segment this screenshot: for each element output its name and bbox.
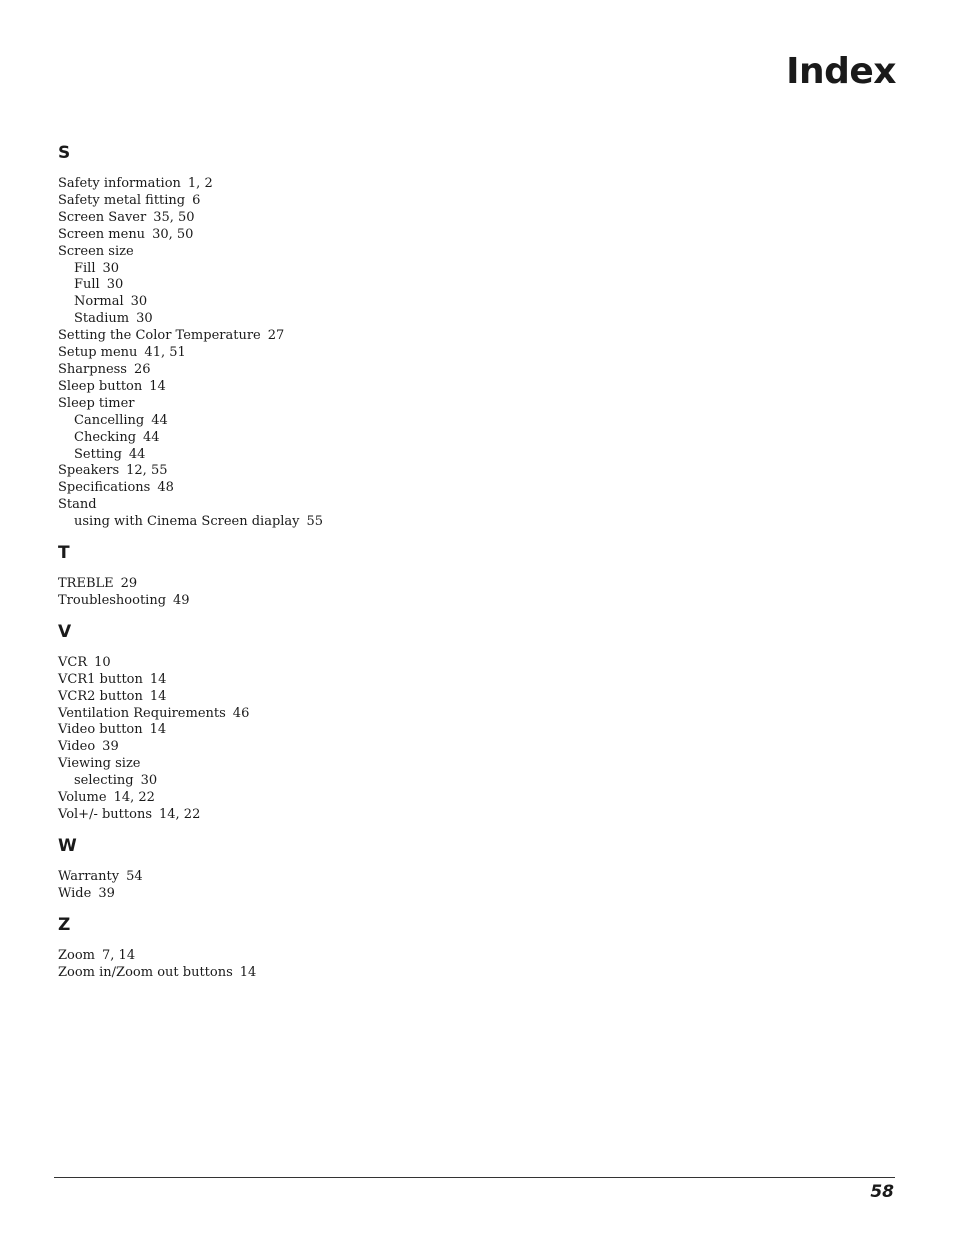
index-subterm: Checking	[74, 429, 137, 445]
index-subterm: Cancelling	[74, 412, 145, 428]
index-entry	[58, 593, 658, 610]
section-letter: Z	[58, 914, 71, 935]
index-subterm: Full	[74, 277, 100, 293]
index-entry	[58, 739, 658, 756]
index-term: VCR1 button	[58, 671, 143, 687]
index-term: Wide	[58, 885, 92, 901]
index-page-refs: 6	[192, 192, 201, 208]
index-entry-list	[58, 655, 658, 824]
index-subentry-list	[58, 413, 658, 464]
index-entry	[58, 362, 658, 379]
index-entry	[58, 948, 658, 965]
index-entry	[58, 345, 658, 362]
index-entry	[58, 227, 658, 244]
index-page-refs: 29	[120, 576, 138, 592]
index-entry-line	[58, 689, 658, 706]
index-term: VCR	[58, 654, 88, 670]
index-page-refs: 30	[140, 773, 158, 789]
index-page-refs: 44	[128, 446, 146, 462]
index-term: Sleep button	[58, 378, 143, 394]
index-entry	[58, 706, 658, 723]
index-entry	[58, 672, 658, 689]
index-entry-line	[58, 480, 658, 497]
index-entry-line	[58, 379, 658, 396]
index-subentry	[74, 514, 658, 531]
index-entry-line	[58, 807, 658, 824]
index-entry	[58, 463, 658, 480]
index-entry	[58, 193, 658, 210]
index-section-w	[58, 833, 658, 903]
index-page-refs: 14	[149, 378, 166, 394]
index-entry-line	[58, 210, 658, 227]
index-entry-line	[58, 593, 658, 610]
index-entry-line	[58, 227, 658, 244]
index-entry-list	[58, 869, 658, 903]
index-section-t	[58, 540, 658, 610]
section-letter: S	[58, 143, 71, 163]
index-entry-line	[58, 362, 658, 379]
index-subentry-list	[58, 773, 658, 790]
index-entry	[58, 176, 658, 193]
index-page-refs: 44	[151, 412, 168, 428]
index-term: Warranty	[58, 868, 120, 884]
index-subentry	[74, 277, 658, 294]
index-term: VCR2 button	[58, 688, 143, 704]
index-page-refs: 14	[149, 722, 167, 738]
index-entry-line	[58, 739, 658, 756]
index-page-refs: 44	[143, 429, 160, 445]
index-term: Video	[58, 739, 96, 755]
section-letter: W	[58, 835, 77, 856]
index-term: Sleep timer	[58, 395, 135, 411]
index-entry-line	[58, 576, 658, 593]
index-subentry	[74, 311, 658, 328]
index-page-refs: 12, 55	[126, 463, 168, 479]
index-term: Zoom	[58, 947, 96, 963]
index-entry-line	[58, 328, 658, 345]
index-term: TREBLE	[58, 576, 114, 592]
index-page-refs: 55	[306, 514, 324, 530]
section-letter: V	[58, 621, 72, 642]
index-entry	[58, 869, 658, 886]
index-entry	[58, 210, 658, 227]
index-term: Sharpness	[58, 361, 127, 377]
index-page-refs: 14, 22	[159, 807, 201, 822]
index-entry-line	[58, 965, 658, 982]
index-entry-list	[58, 576, 658, 610]
index-entry	[58, 497, 658, 531]
index-entry	[58, 480, 658, 497]
index-entry-line	[58, 948, 658, 965]
index-entry	[58, 328, 658, 345]
index-page-refs: 30	[136, 311, 153, 327]
index-term: Screen Saver	[58, 209, 147, 225]
index-entry	[58, 790, 658, 807]
index-subterm: selecting	[74, 773, 134, 789]
index-entry-line	[58, 722, 658, 739]
index-entry	[58, 807, 658, 824]
index-entry	[58, 396, 658, 464]
index-term: Zoom in/Zoom out buttons	[58, 964, 233, 980]
page-title: Index	[786, 51, 896, 92]
index-term: Speakers	[58, 463, 120, 479]
index-entry-line	[58, 497, 658, 514]
index-subentry	[74, 294, 658, 311]
index-entry	[58, 756, 658, 790]
index-page-refs: 14	[239, 964, 257, 980]
index-entry-line	[58, 244, 658, 261]
index-term: Setting the Color Temperature	[58, 328, 261, 344]
index-entry	[58, 576, 658, 593]
index-subterm: Normal	[74, 294, 124, 310]
index-section-s	[58, 140, 658, 531]
index-page-refs: 26	[133, 361, 151, 377]
index-page-refs: 14	[149, 688, 167, 704]
index-page-refs: 41, 51	[144, 345, 186, 361]
index-entry	[58, 244, 658, 329]
index-term: Specifications	[58, 480, 151, 496]
index-page-refs: 35, 50	[153, 209, 195, 225]
footer-rule	[54, 1177, 895, 1178]
index-subterm: Setting	[74, 446, 122, 462]
index-body	[58, 140, 658, 991]
index-page-refs: 30	[102, 260, 120, 276]
index-term: Safety metal fitting	[58, 192, 186, 208]
index-entry-line	[58, 886, 658, 903]
index-term: Stand	[58, 497, 97, 513]
index-page-refs: 14, 22	[113, 790, 155, 806]
index-entry-line	[58, 176, 658, 193]
index-page-refs: 48	[157, 480, 174, 496]
index-subentry	[74, 430, 658, 447]
index-entry	[58, 379, 658, 396]
section-letter: T	[58, 543, 70, 564]
index-page-refs: 27	[267, 328, 285, 344]
index-entry	[58, 886, 658, 903]
index-subentry	[74, 447, 658, 464]
index-term: Ventilation Requirements	[58, 705, 226, 721]
index-page-refs: 39	[102, 739, 119, 755]
index-subterm: using with Cinema Screen diaplay	[74, 514, 300, 530]
index-term: Volume	[58, 790, 107, 806]
page-number: 58	[870, 1182, 894, 1202]
index-term: Setup menu	[58, 345, 138, 361]
index-entry	[58, 965, 658, 982]
index-entry-line	[58, 756, 658, 773]
index-page-refs: 54	[126, 868, 143, 884]
index-page-refs: 30	[130, 294, 148, 310]
index-subentry-list	[58, 514, 658, 531]
index-page-refs: 39	[98, 885, 115, 901]
index-page-refs: 49	[173, 592, 190, 608]
index-entry-line	[58, 345, 658, 362]
index-entry-line	[58, 869, 658, 886]
index-entry-list	[58, 176, 658, 531]
index-entry-line	[58, 655, 658, 672]
index-page-refs: 46	[232, 705, 250, 721]
index-entry	[58, 689, 658, 706]
index-entry-line	[58, 790, 658, 807]
index-page-refs: 10	[94, 654, 111, 670]
index-entry-line	[58, 463, 658, 480]
index-entry-list	[58, 948, 658, 982]
index-page-refs: 30, 50	[152, 226, 194, 242]
index-page-refs: 14	[149, 671, 167, 687]
index-subterm: Stadium	[74, 311, 130, 327]
index-term: Vol+/- buttons	[58, 807, 152, 822]
index-section-v	[58, 619, 658, 824]
index-page-refs: 7, 14	[102, 947, 136, 963]
index-subentry	[74, 773, 658, 790]
index-term: Troubleshooting	[58, 592, 167, 608]
index-term: Viewing size	[58, 756, 141, 772]
index-subentry-list	[58, 261, 658, 329]
index-entry-line	[58, 706, 658, 723]
index-page-refs: 1, 2	[187, 176, 213, 191]
index-entry-line	[58, 396, 658, 413]
index-subentry	[74, 261, 658, 278]
index-term: Safety information	[58, 176, 181, 191]
index-subterm: Fill	[74, 260, 96, 276]
index-section-z	[58, 912, 658, 982]
index-entry-line	[58, 672, 658, 689]
index-term: Screen menu	[58, 226, 146, 242]
index-subentry	[74, 413, 658, 430]
index-term: Screen size	[58, 243, 134, 259]
index-entry	[58, 722, 658, 739]
index-page-refs: 30	[106, 277, 124, 293]
index-term: Video button	[58, 722, 143, 738]
index-entry-line	[58, 193, 658, 210]
index-entry	[58, 655, 658, 672]
